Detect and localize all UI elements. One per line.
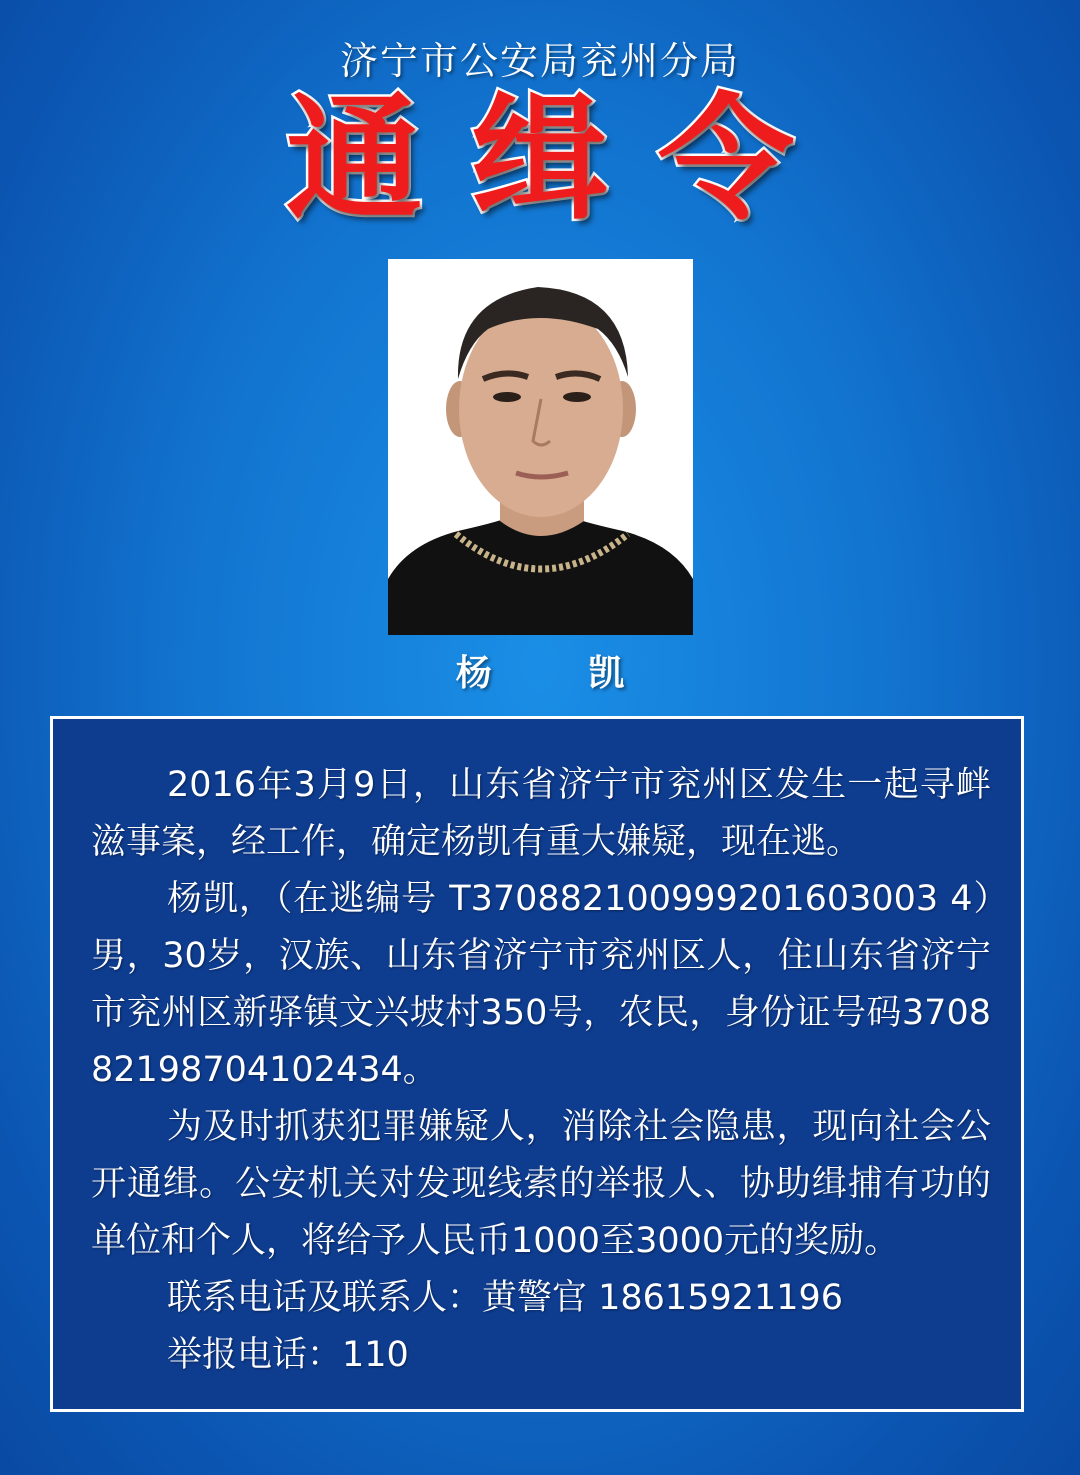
title-char-3: 令 <box>658 81 794 239</box>
suspect-identity-paragraph: 杨凯，（在逃编号 T370882100999201603003 4）男，30岁，汉族、山东省济宁市兖州区人，住山东省济宁市兖州区新驿镇文兴坡村350号，农民，身份证号码370882198704102434。 <box>91 879 991 1090</box>
contact-line: 联系电话及联系人：黄警官 18615921196 <box>167 1278 844 1318</box>
case-details-box <box>50 716 1024 1412</box>
report-phone-line: 举报电话：110 <box>167 1335 409 1375</box>
reward-paragraph: 为及时抓获犯罪嫌疑人，消除社会隐患，现向社会公开通缉。公安机关对发现线索的举报人、协助缉捕有功的单位和个人，将给予人民币1000至3000元的奖励。 <box>91 1107 991 1261</box>
title-char-2: 缉 <box>472 81 608 239</box>
case-summary-paragraph: 2016年3月9日，山东省济宁市兖州区发生一起寻衅滋事案，经工作，确定杨凯有重大嫌疑，现在逃。 <box>91 765 991 862</box>
suspect-name: 杨 凯 <box>455 653 667 694</box>
suspect-photo <box>388 259 693 635</box>
title-char-1: 通 <box>286 81 422 239</box>
suspect-portrait-icon <box>388 259 693 635</box>
wanted-notice-title <box>0 80 1080 240</box>
agency-name: 济宁市公安局兖州分局 <box>339 39 740 83</box>
case-details-text <box>91 757 991 1384</box>
